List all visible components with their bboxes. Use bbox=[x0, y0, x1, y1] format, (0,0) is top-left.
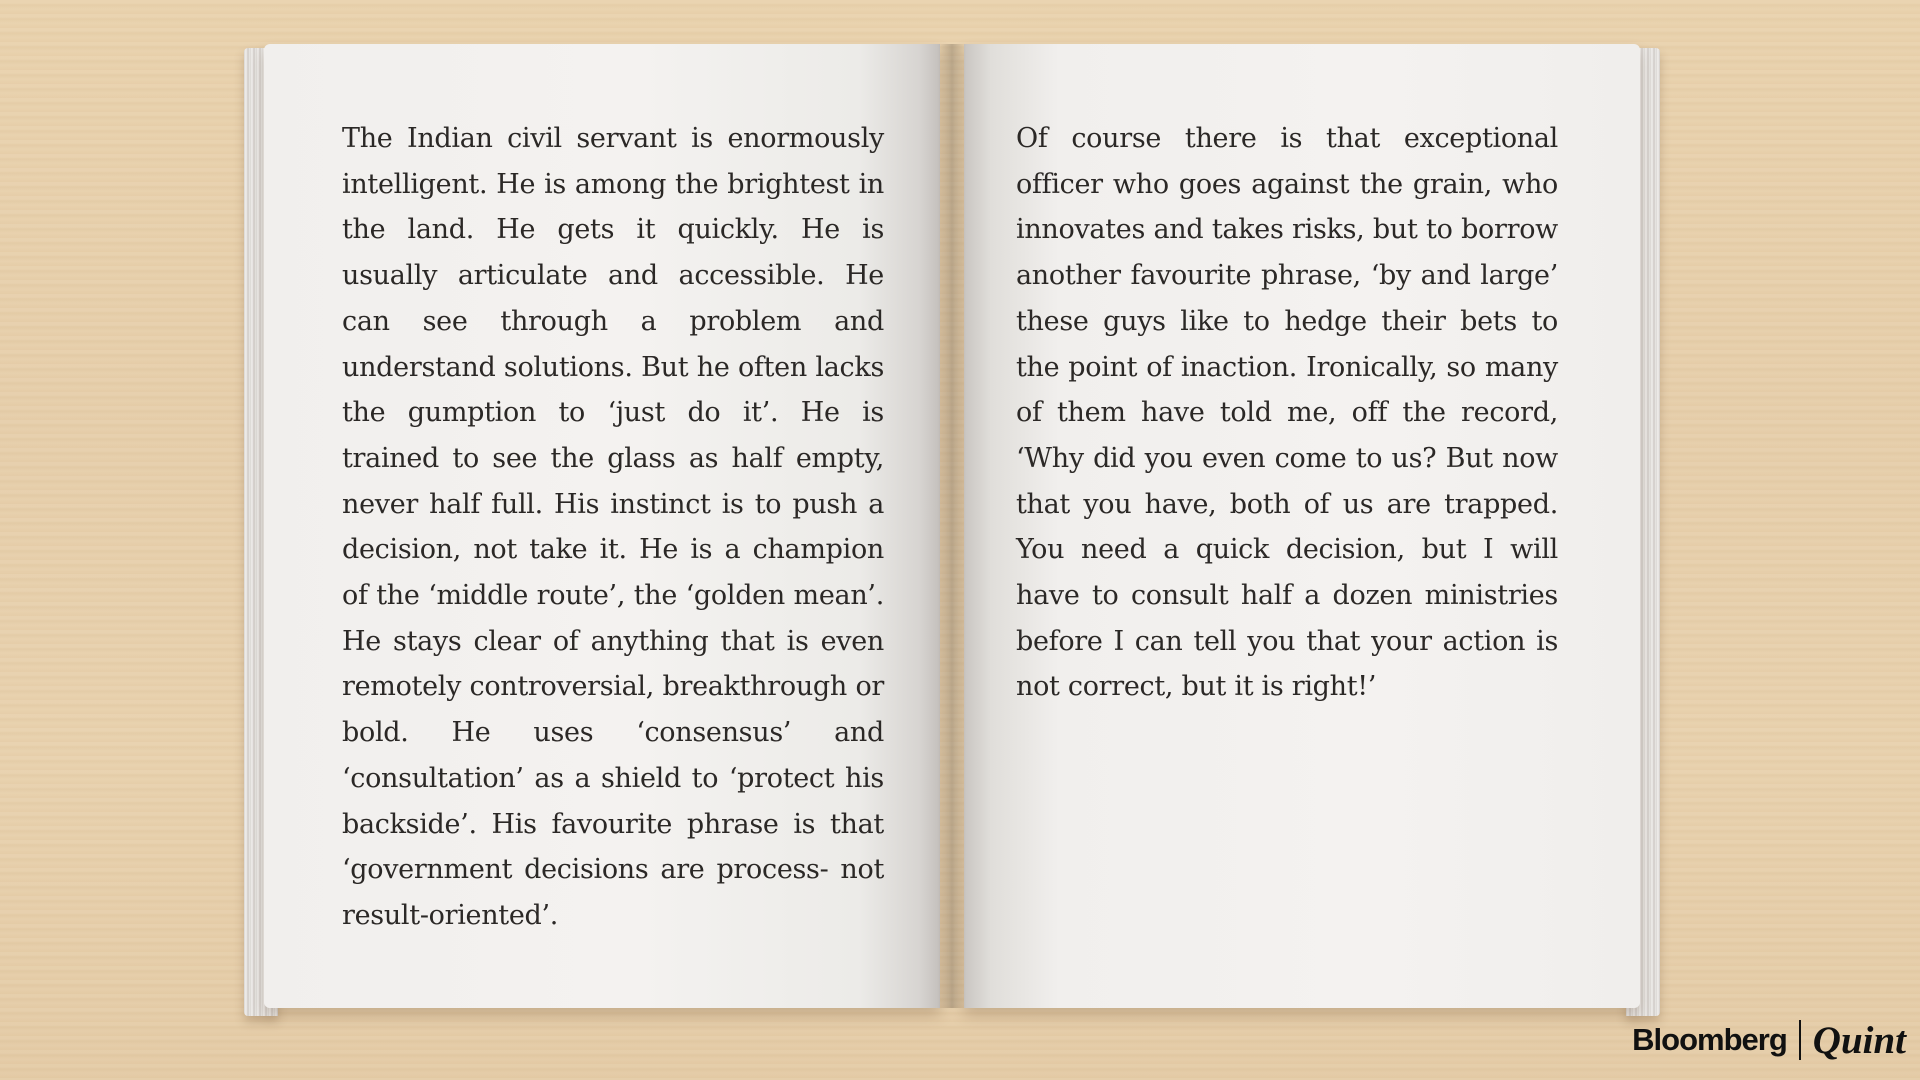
logo-divider bbox=[1799, 1020, 1801, 1060]
right-page-paragraph: Of course there is that exceptional officer who goes against the grain, who innovates and takes risks, but to borrow another favourite phrase, ‘by and large’ these guys like to hedge their bets to the point of inaction. Ironically, so many of them have told me, off the record, ‘Why did you even come to us? But now that you have, both of us are trapped. You need a quick decision, but I will have to consult half a dozen ministries before I can tell you that your action is not correct, but it is right!’ bbox=[1016, 123, 1558, 703]
logo-quint-text: Quint bbox=[1812, 1018, 1906, 1062]
book-spine bbox=[938, 44, 966, 1008]
logo-bloomberg-text: Bloomberg bbox=[1632, 1022, 1787, 1057]
open-book bbox=[244, 44, 1660, 1016]
bloomberg-quint-logo bbox=[1632, 1018, 1906, 1062]
left-page-paragraph: The Indian civil servant is enormously intelligent. He is among the brightest in the land. He gets it quickly. He is usually articulate and accessible. He can see through a problem and understand solutions. But he often lacks the gumption to ‘just do it’. He is trained to see the glass as half empty, never half full. His instinct is to push a decision, not take it. He is a champion of the ‘middle route’, the ‘golden mean’. He stays clear of anything that is even remotely controversial, breakthrough or bold. He uses ‘consensus’ and ‘consultation’ as a shield to ‘protect his backside’. His favourite phrase is that ‘government decisions are process- not result-oriented’. bbox=[342, 123, 884, 931]
